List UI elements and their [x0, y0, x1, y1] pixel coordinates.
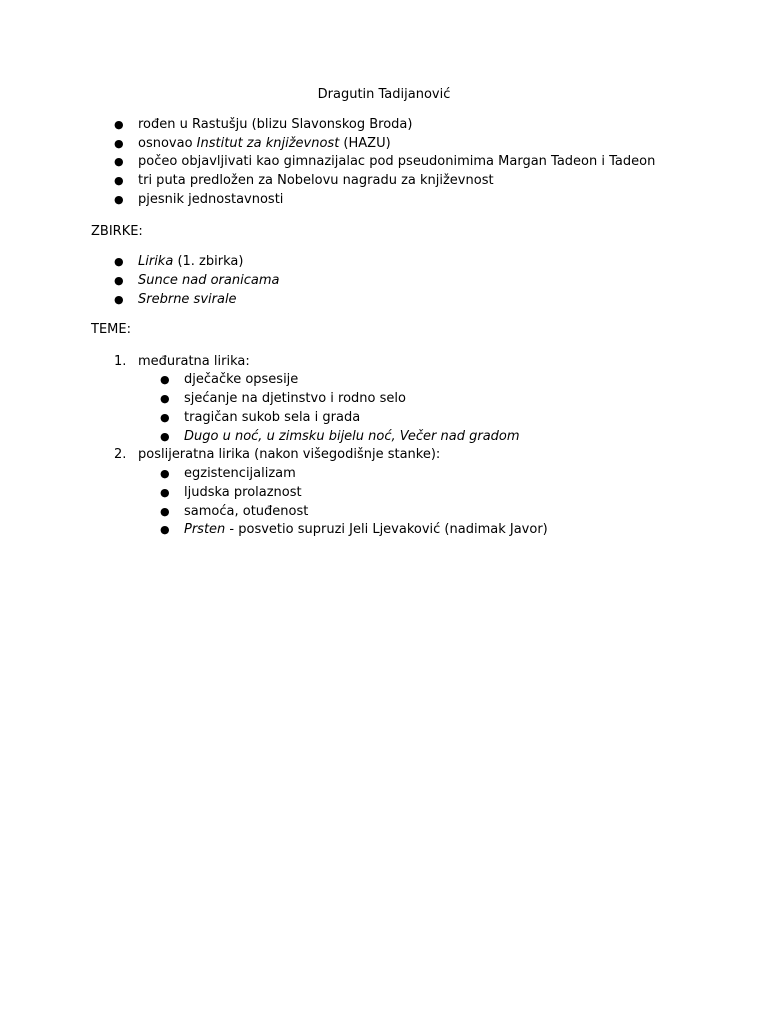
list-item: dječačke opsesije	[184, 372, 299, 387]
bullet-icon: ●	[114, 118, 124, 131]
teme-heading: TEME:	[91, 322, 131, 337]
list-item: rođen u Rastušju (blizu Slavonskog Broda)	[138, 117, 413, 132]
list-item: tragičan sukob sela i grada	[184, 410, 361, 425]
list-item: počeo objavljivati kao gimnazijalac pod pseudonimima Margan Tadeon i Tadeon	[138, 154, 656, 169]
bullet-icon: ●	[114, 255, 124, 268]
document-title: Dragutin Tadijanović	[317, 87, 451, 102]
list-item: tri puta predložen za Nobelovu nagradu za književnost	[138, 173, 494, 188]
list-number: 1.	[114, 354, 127, 369]
list-item: osnovao Institut za književnost (HAZU)	[138, 136, 391, 151]
bullet-icon: ●	[160, 523, 170, 536]
list-item: Sunce nad oranicama	[138, 273, 280, 288]
list-number: 2.	[114, 447, 127, 462]
bullet-icon: ●	[114, 155, 124, 168]
list-item: Srebrne svirale	[138, 292, 237, 307]
list-item: samoća, otuđenost	[184, 504, 309, 519]
list-item: međuratna lirika:	[138, 354, 250, 369]
bullet-icon: ●	[114, 193, 124, 206]
bullet-icon: ●	[114, 137, 124, 150]
bullet-icon: ●	[160, 373, 170, 386]
bullet-icon: ●	[160, 505, 170, 518]
bullet-icon: ●	[160, 486, 170, 499]
bullet-icon: ●	[160, 411, 170, 424]
list-item: Dugo u noć, u zimsku bijelu noć, Večer nad gradom	[184, 429, 520, 444]
list-item: egzistencijalizam	[184, 466, 296, 481]
list-item: ljudska prolaznost	[184, 485, 302, 500]
bullet-icon: ●	[114, 274, 124, 287]
list-item: sjećanje na djetinstvo i rodno selo	[184, 391, 406, 406]
list-item: Prsten - posvetio supruzi Jeli Ljevaković (nadimak Javor)	[184, 522, 548, 537]
bullet-icon: ●	[160, 430, 170, 443]
bullet-icon: ●	[114, 293, 124, 306]
list-item: pjesnik jednostavnosti	[138, 192, 284, 207]
list-item: poslijeratna lirika (nakon višegodišnje stanke):	[138, 447, 441, 462]
zbirke-heading: ZBIRKE:	[91, 224, 143, 239]
bullet-icon: ●	[114, 174, 124, 187]
list-item: Lirika (1. zbirka)	[138, 254, 244, 269]
bullet-icon: ●	[160, 467, 170, 480]
bullet-icon: ●	[160, 392, 170, 405]
